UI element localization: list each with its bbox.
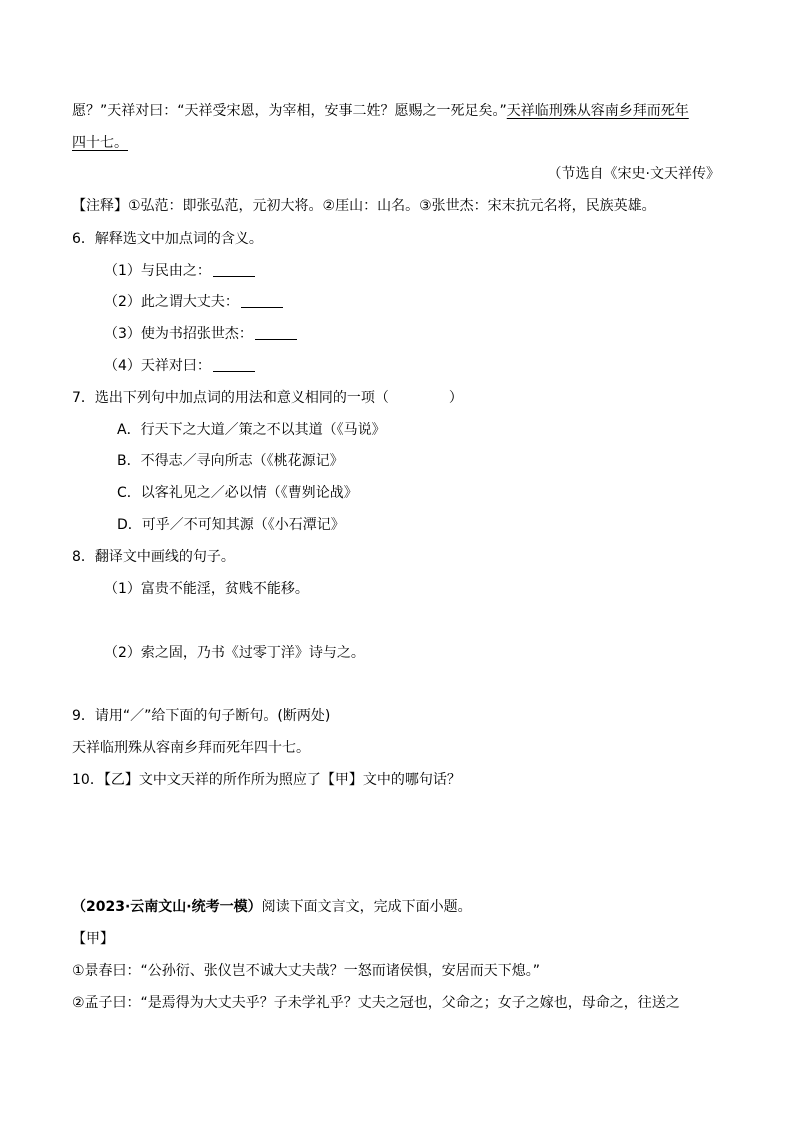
paragraph-1: ①景春曰：“公孙衍、张仪岂不诚大丈夫哉？一怒而诸侯惧，安居而天下熄。” xyxy=(72,963,541,979)
section-label-jia: 【甲】 xyxy=(72,931,114,947)
annotation-note: 【注释】①弘范：即张弘范，元初大将。②厓山：山名。③张世杰：宋末抗元名将，民族英雄。 xyxy=(72,198,656,214)
question-7-option-b: B．不得志／寻向所志（《桃花源记》 xyxy=(117,453,344,469)
answer-blank[interactable] xyxy=(255,325,297,340)
question-7-option-a: A．行天下之大道／策之不以其道（《马说》 xyxy=(117,422,386,438)
underlined-sentence: 天祥临刑殊从容南乡拜而死年 xyxy=(506,103,689,119)
question-7-stem: 7．选出下列句中加点词的用法和意义相同的一项（ ） xyxy=(72,390,463,406)
answer-blank[interactable] xyxy=(213,262,255,277)
question-7-option-c: C．以客礼见之／必以情（《曹刿论战》 xyxy=(117,485,358,501)
passage-line-2 xyxy=(72,133,720,153)
answer-blank[interactable] xyxy=(241,293,283,308)
question-9-sentence: 天祥临刑殊从容南乡拜而死年四十七。 xyxy=(72,740,310,756)
answer-blank[interactable] xyxy=(213,357,255,372)
question-8-item-1: （1）富贵不能淫，贫贱不能移。 xyxy=(104,581,309,597)
question-6-item-4: （4）天祥对曰： xyxy=(104,356,720,376)
question-7-option-d: D．可乎／不可知其源（《小石潭记》 xyxy=(117,517,345,533)
question-8-stem: 8．翻译文中画线的句子。 xyxy=(72,549,235,565)
question-6-stem: 6．解释选文中加点词的含义。 xyxy=(72,231,263,247)
passage-line-1 xyxy=(72,101,720,121)
paragraph-2: ②孟子曰：“是焉得为大丈夫乎？子未学礼乎？丈夫之冠也，父命之；女子之嫁也，母命之，往送之 xyxy=(72,995,680,1011)
question-6-item-2: （2）此之谓大丈夫： xyxy=(104,292,720,312)
question-9-stem: 9．请用“／”给下面的句子断句。(断两处) xyxy=(72,708,331,724)
question-6-item-1: （1）与民由之： xyxy=(104,261,720,281)
question-6-item-3: （3）使为书招张世杰： xyxy=(104,324,720,344)
underlined-sentence-end: 四十七。 xyxy=(72,135,128,151)
passage-text: 愿？”天祥对曰：“天祥受宋恩，为宰相，安事二姓？愿赐之一死足矣。” xyxy=(72,103,507,119)
question-10-stem: 10．【乙】文中文天祥的所作所为照应了【甲】文中的哪句话？ xyxy=(72,772,461,788)
next-section-header: （2023·云南文山·统考一模）阅读下面文言文，完成下面小题。 xyxy=(72,899,472,915)
question-8-item-2: （2）索之固，乃书《过零丁洋》诗与之。 xyxy=(104,645,365,661)
source-citation: （节选自《宋史·文天祥传》 xyxy=(547,166,720,182)
